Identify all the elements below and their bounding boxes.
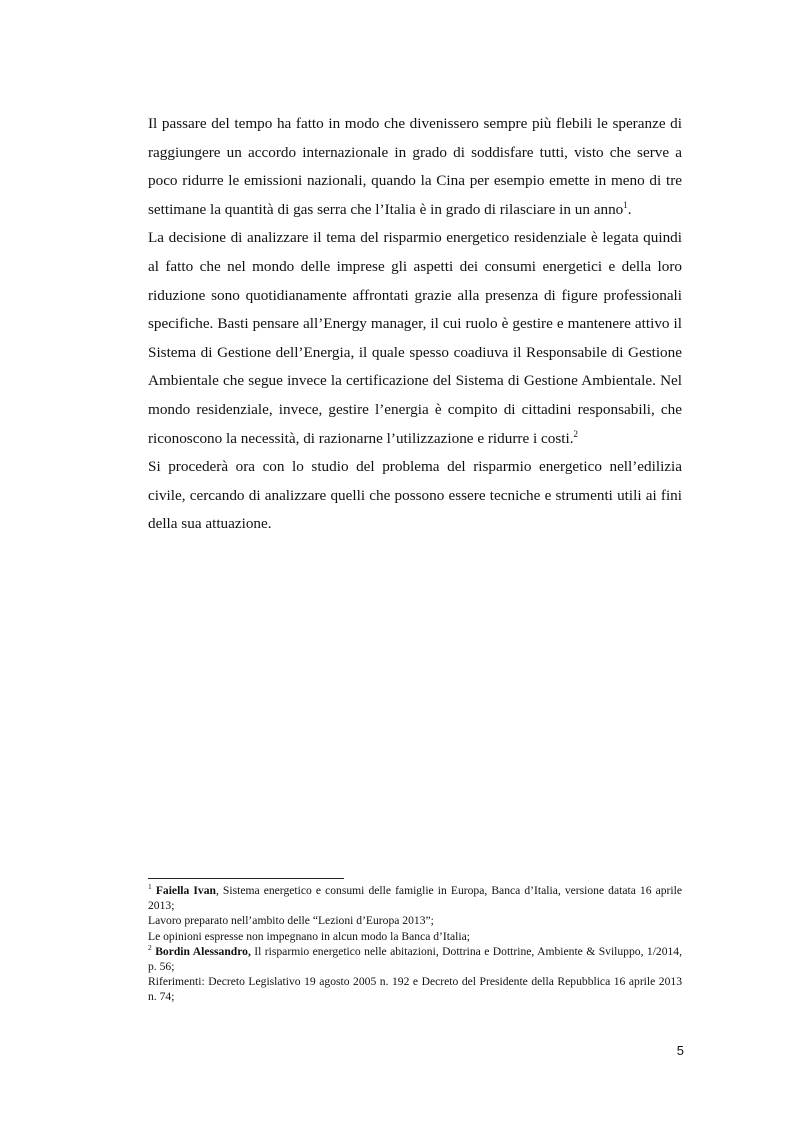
footnote-2-marker: 2 xyxy=(148,942,152,952)
footnote-1-marker: 1 xyxy=(148,882,152,892)
footnote-1-line-3: Le opinioni espresse non impegnano in alcun modo la Banca d’Italia; xyxy=(148,929,470,943)
footnote-ref-2[interactable]: 2 xyxy=(573,428,578,439)
footnote-2-line-2: Riferimenti: Decreto Legislativo 19 agosto 2005 n. 192 e Decreto del Presidente della Repubblica 16 aprile 2013 n. 74; xyxy=(148,975,682,1004)
paragraph-3 xyxy=(148,453,682,539)
footnote-1 xyxy=(148,883,682,913)
paragraph-1-end: . xyxy=(627,200,632,218)
footnote-2 xyxy=(148,944,682,974)
footnote-2-citation: Il risparmio energetico nelle abitazioni, Dottrina e Dottrine, Ambiente & Sviluppo, 1/2014, p. 56; xyxy=(148,944,683,974)
footnote-2-author: Bordin Alessandro, xyxy=(155,944,251,958)
footnote-ref-1[interactable]: 1 xyxy=(623,199,628,210)
body-text xyxy=(148,110,682,539)
footnote-1-citation: , Sistema energetico e consumi delle famiglie in Europa, Banca d’Italia, versione datata 16 aprile 2013; xyxy=(148,884,682,913)
footnote-separator xyxy=(148,878,344,879)
paragraph-1-text: Il passare del tempo ha fatto in modo che divenissero sempre più flebili le speranze di raggiungere un accordo internazionale in grado di soddisfare tutti, visto che serve a poco ridurre le emissioni nazionali, quando la Cina per esempio emette in meno di tre settimane la quantità di gas serra che l’Italia è in grado di rilasciare in un anno xyxy=(148,115,682,218)
paragraph-2-text: La decisione di analizzare il tema del risparmio energetico residenziale è legata quindi al fatto che nel mondo delle imprese gli aspetti dei consumi energetici e della loro riduzione sono quotidianamente affrontati grazie alla presenza di figure professionali specifiche. Basti pensare all’Energy manager, il cui ruolo è gestire e mantenere attivo il Sistema di Gestione dell’Energia, il quale spesso coadiuva il Responsabile di Gestione Ambientale che segue invece la certificazione del Sistema di Gestione Ambientale. Nel mondo residenziale, invece, gestire l’energia è compito di cittadini responsabili, che riconoscono la necessità, di razionarne l’utilizzazione e ridurre i costi. xyxy=(148,229,682,447)
footnote-1-line-2: Lavoro preparato nell’ambito delle “Lezioni d’Europa 2013”; xyxy=(148,914,434,928)
footnote-1-author: Faiella Ivan xyxy=(155,884,216,897)
paragraph-2 xyxy=(148,224,682,453)
paragraph-3-text: Si procederà ora con lo studio del problema del risparmio energetico nell’edilizia civile, cercando di analizzare quelli che possono essere tecniche e strumenti utili ai fini della sua attuazione. xyxy=(148,458,682,533)
footnotes xyxy=(148,883,682,1005)
page-number: 5 xyxy=(676,1043,684,1058)
paragraph-1 xyxy=(148,110,682,224)
